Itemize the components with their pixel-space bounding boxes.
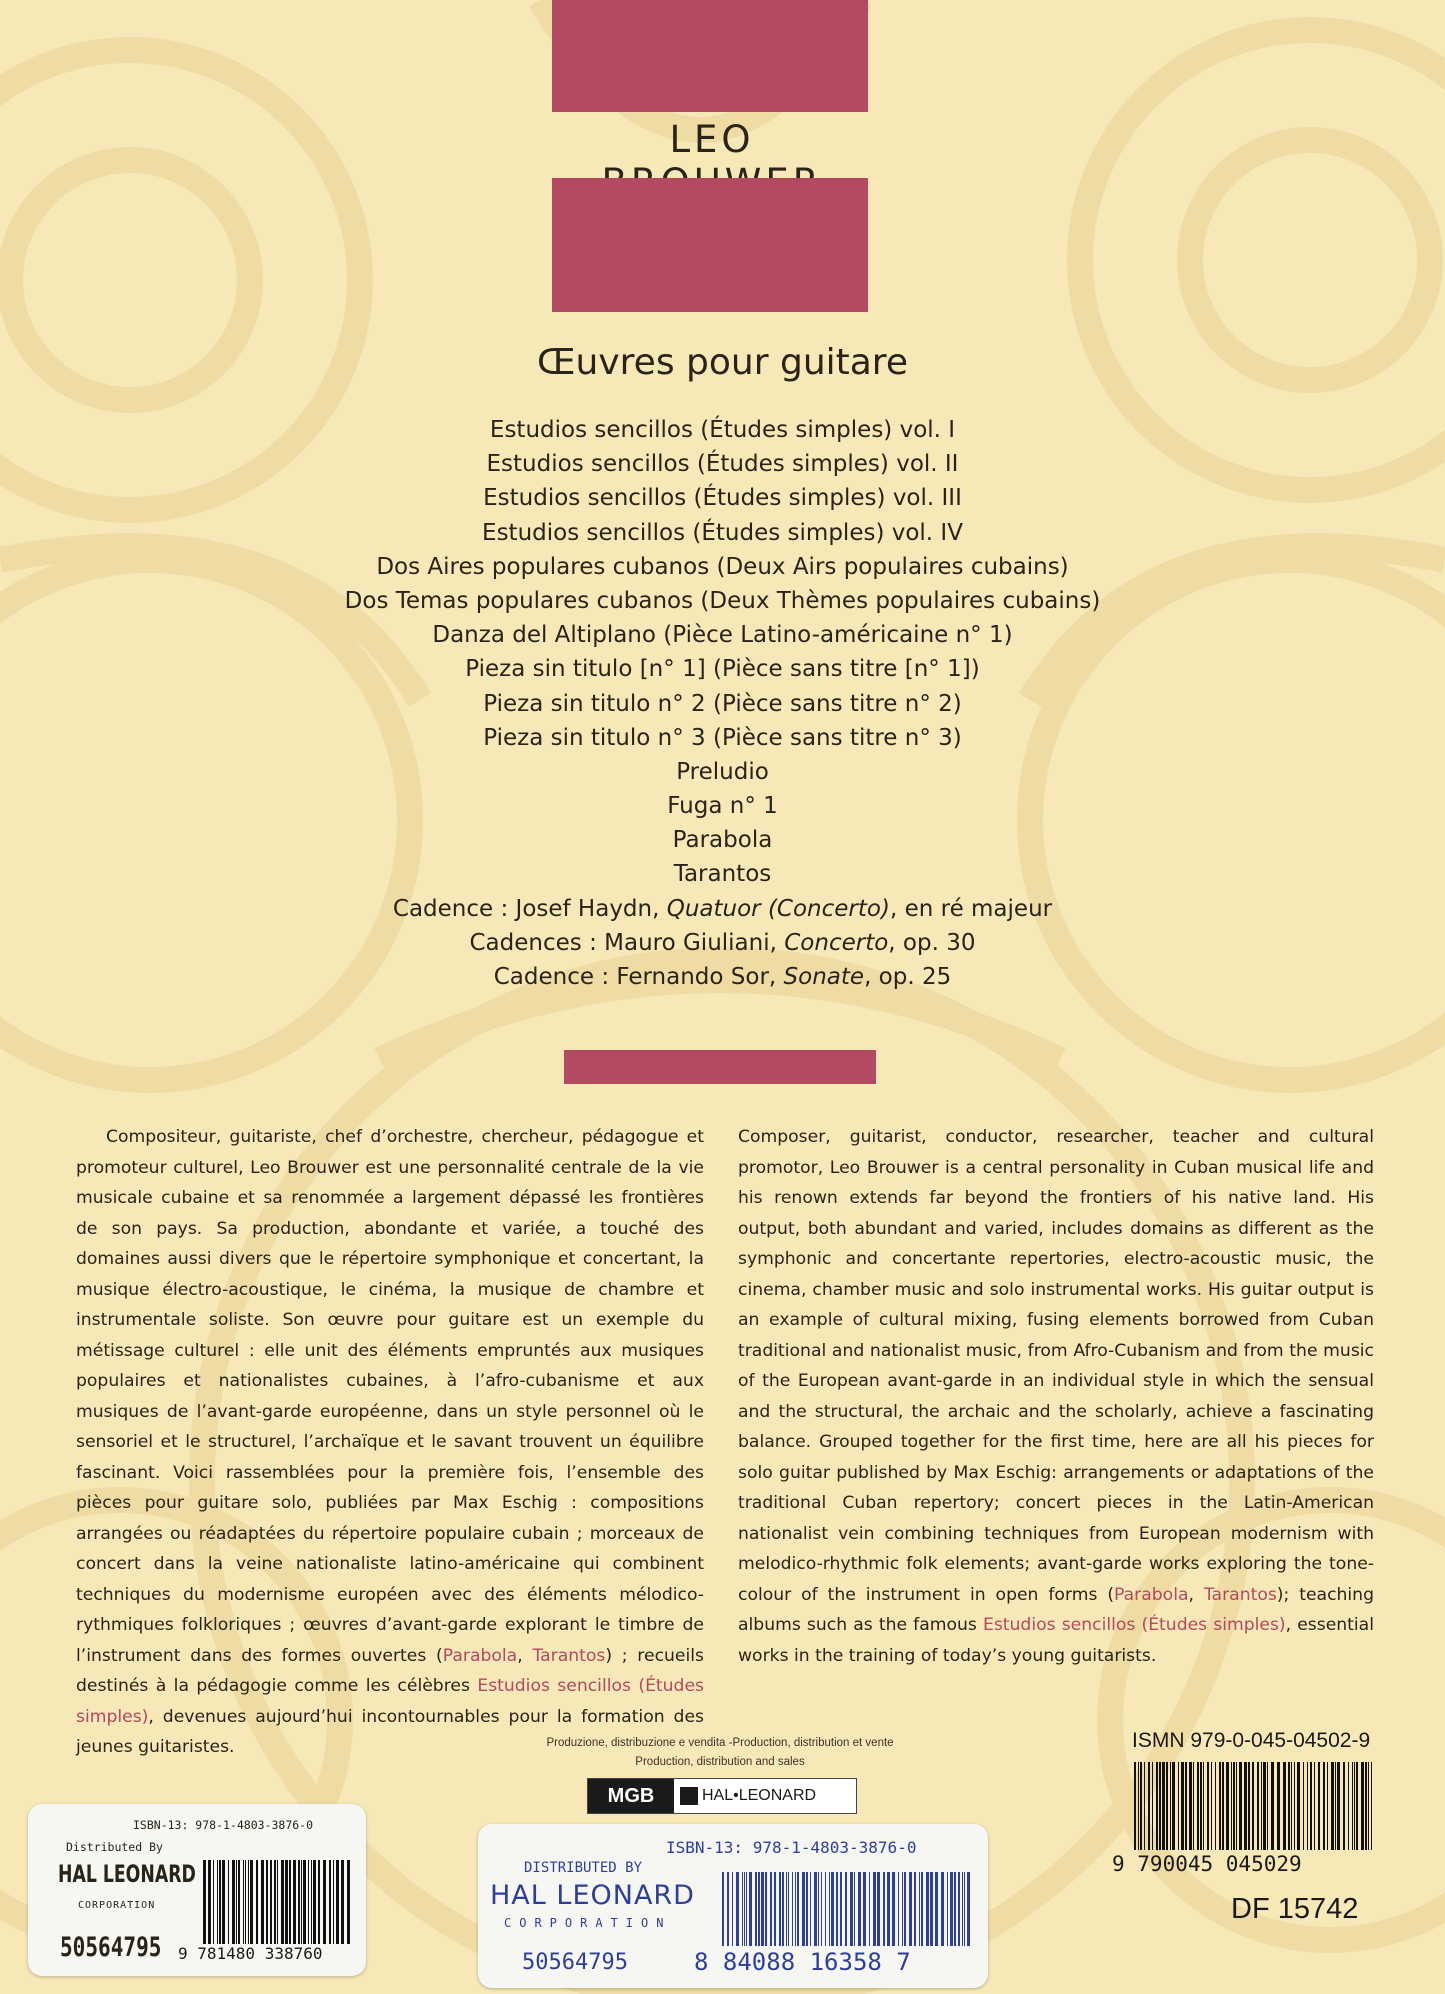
work-item: Cadence : Josef Haydn, Quatuor (Concerto), en ré majeur <box>392 895 1053 922</box>
work-item: Preludio <box>676 758 769 785</box>
work-item: Estudios sencillos (Études simples) vol. III <box>483 485 962 512</box>
sticker-company: HAL LEONARD <box>490 1880 695 1911</box>
work-item: Pieza sin titulo n° 3 (Pièce sans titre n° 3) <box>483 724 962 751</box>
distribution-line: Production, distribution and sales <box>635 1756 805 1768</box>
sticker-barcode-digits-large: 8 84088 16358 7 <box>694 1948 911 1976</box>
sticker-barcode-digits-small: 9 781480 338760 <box>178 1944 323 1963</box>
french-description: Compositeur, guitariste, chef d’orchestre, chercheur, pédagogue et promoteur culturel, Leo Brouwer est une personnalité centrale de la vie musicale cubaine et sa renommée a largement dépassé les frontières de son pays. Sa production, abondante et variée, a touché des domaines aussi divers que le répertoire symphonique et concertant, la musique électro-acoustique, le cinéma, la musique de chambre et instrumentale soliste. Son œuvre pour guitare est un exemple du métissage culturel : elle unit des éléments empruntés aux musiques populaires et nationalistes cubaines, à l’afro-cubanisme et aux musiques de l’avant-garde européenne, dans un style personnel où le sensoriel et le structurel, l’archaïque et le savant trouvent un équilibre fascinant. Voici rassemblées pour la première fois, l’ensemble des pièces pour guitare solo, publiées par Max Eschig : compositions arrangées ou réadaptées du répertoire populaire cubain ; morceaux de concert dans la veine nationaliste latino-américaine qui combinent techniques du modernisme européen avec des éléments mélodico-rythmiques folkloriques ; œuvres d’avant-garde explorant le timbre de l’instrument dans des formes ouvertes (Parabola, Tarantos) ; recueils destinés à la pédagogie comme les célèbres Estudios sencillos (Études simples), devenues aujourd’hui incontournables pour la formation des jeunes guitaristes. <box>76 1127 704 1757</box>
work-item: Estudios sencillos (Études simples) vol. IV <box>482 519 963 546</box>
work-item: Pieza sin titulo n° 2 (Pièce sans titre n° 2) <box>483 690 962 717</box>
work-item: Pieza sin titulo [n° 1] (Pièce sans titre [n° 1]) <box>465 656 980 683</box>
ismn-number: ISMN 979-0-045-04502-9 <box>1132 1729 1371 1752</box>
hal-leonard-logo: HAL•LEONARD <box>674 1779 856 1813</box>
work-item: Cadences : Mauro Giuliani, Concerto, op. 30 <box>469 929 976 956</box>
work-item: Tarantos <box>673 861 772 888</box>
sticker-company: HAL LEONARD <box>58 1860 196 1888</box>
work-item: Danza del Altiplano (Pièce Latino-américaine n° 1) <box>432 622 1013 649</box>
sticker-barcode-large <box>722 1872 970 1946</box>
sticker-isbn: ISBN-13: 978-1-4803-3876-0 <box>666 1838 917 1857</box>
sticker-barcode-small <box>203 1860 353 1944</box>
catalog-number: DF 15742 <box>1231 1893 1359 1925</box>
work-item: Fuga n° 1 <box>667 793 778 820</box>
work-item: Estudios sencillos (Études simples) vol. II <box>486 451 959 478</box>
ismn-barcode-digits: 9 790045 045029 <box>1112 1852 1302 1876</box>
work-item: Estudios sencillos (Études simples) vol. I <box>489 417 956 443</box>
distributor-sticker-large <box>478 1824 988 1988</box>
divider-bar <box>564 1050 876 1084</box>
sticker-corporation: CORPORATION <box>504 1916 672 1930</box>
publisher-logo <box>587 1778 857 1814</box>
author-accent-block <box>552 178 868 312</box>
distribution-line: Produzione, distribuzione e vendita -Production, distribution et vente <box>546 1737 894 1749</box>
work-item: Dos Aires populares cubanos (Deux Airs populaires cubains) <box>376 553 1069 580</box>
works-title: Œuvres pour guitare <box>537 342 908 383</box>
sticker-distributed-by: Distributed By <box>66 1840 163 1854</box>
top-accent-block <box>552 0 868 112</box>
hal-leonard-mark-icon <box>680 1787 698 1805</box>
work-item: Dos Temas populares cubanos (Deux Thèmes populaires cubains) <box>344 587 1101 614</box>
english-description: Composer, guitarist, conductor, researcher, teacher and cultural promotor, Leo Brouwer is a central personality in Cuban musical life and his renown extends far beyond the frontiers of his native land. His output, both abundant and varied, includes domains as different as the symphonic and concertante repertories, electro-acoustic music, the cinema, chamber music and solo instrumental works. His guitar output is an example of cultural mixing, fusing elements borrowed from Cuban traditional and nationalist music, from Afro-Cubanism and from the music of the European avant-garde in an individual style in which the sensual and the structural, the archaic and the scholarly, achieve a fascinating balance. Grouped together for the first time, here are all his pieces for solo guitar published by Max Eschig: arrangements or adaptations of the traditional Cuban repertory; concert pieces in the Latin-American nationalist vein combining techniques from European modernism with melodico-rhythmic folk elements; avant-garde works exploring the tone-colour of the instrument in open forms (Parabola, Tarantos); teaching albums such as the famous Estudios sencillos (Études simples), essential works in the training of today’s young guitarists. <box>738 1127 1374 1666</box>
sticker-isbn: ISBN-13: 978-1-4803-3876-0 <box>133 1818 314 1832</box>
ismn-barcode <box>1134 1762 1374 1850</box>
work-item: Parabola <box>672 827 773 854</box>
sticker-item-number: 50564795 <box>522 1950 628 1975</box>
work-item: Cadence : Fernando Sor, Sonate, op. 25 <box>493 964 952 990</box>
mgb-logo: MGB <box>588 1779 674 1813</box>
sticker-item-number: 50564795 <box>60 1932 162 1963</box>
distributor-sticker-small <box>28 1804 366 1976</box>
author-name: LEO <box>669 118 755 161</box>
sticker-distributed-by: DISTRIBUTED BY <box>524 1860 643 1876</box>
works-list <box>0 413 1445 994</box>
sticker-corporation: CORPORATION <box>78 1900 156 1911</box>
